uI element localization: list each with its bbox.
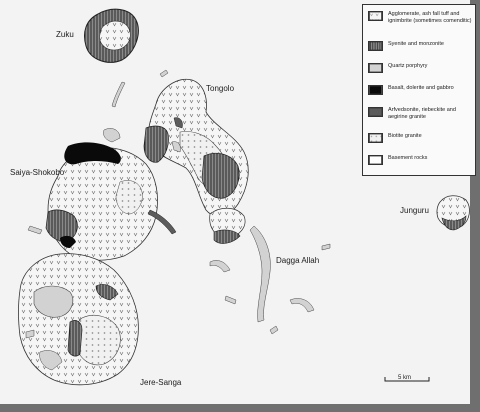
legend xyxy=(362,4,476,176)
place-label-dagga-allah: Dagga Allah xyxy=(276,256,320,265)
legend-item-biotite xyxy=(368,133,474,147)
legend-label-syenite: Syenite and monzonite xyxy=(388,41,444,47)
scale-bar xyxy=(384,376,430,390)
place-label-jere-sanga: Jere-Sanga xyxy=(140,378,182,387)
legend-swatch-syenite xyxy=(368,41,383,51)
legend-swatch-biotite xyxy=(368,133,383,143)
place-label-junguru: Junguru xyxy=(400,206,429,215)
legend-item-syenite xyxy=(368,41,474,55)
legend-label-biotite: Biotite granite xyxy=(388,133,422,139)
legend-swatch-basalt xyxy=(368,85,383,95)
scale-bar-label: 5 km xyxy=(398,375,412,381)
legend-swatch-quartz xyxy=(368,63,383,73)
legend-swatch-arfvedsonite xyxy=(368,107,383,117)
legend-item-arfvedsonite xyxy=(368,107,474,129)
legend-label-agglomerate: Agglomerate, ash fall tuff and ignimbrite (sometimes comenditic) xyxy=(388,11,472,24)
legend-item-agglomerate xyxy=(368,11,474,37)
legend-label-basalt: Basalt, dolerite and gabbro xyxy=(388,85,454,91)
place-label-zuku: Zuku xyxy=(56,30,74,39)
place-label-tongolo: Tongolo xyxy=(206,84,235,93)
legend-item-quartz xyxy=(368,63,474,77)
page-margin xyxy=(0,404,480,412)
legend-swatch-basement xyxy=(368,155,383,165)
legend-item-basement xyxy=(368,155,474,169)
place-label-saiya-shokobo: Saiya-Shokobo xyxy=(10,168,65,177)
legend-label-basement: Basement rocks xyxy=(388,155,428,161)
legend-label-quartz: Quartz porphyry xyxy=(388,63,428,69)
legend-swatch-agglomerate xyxy=(368,11,383,21)
legend-item-basalt xyxy=(368,85,474,103)
legend-label-arfvedsonite: Arfvedsonite, riebeckite and aegirine granite xyxy=(388,107,456,120)
